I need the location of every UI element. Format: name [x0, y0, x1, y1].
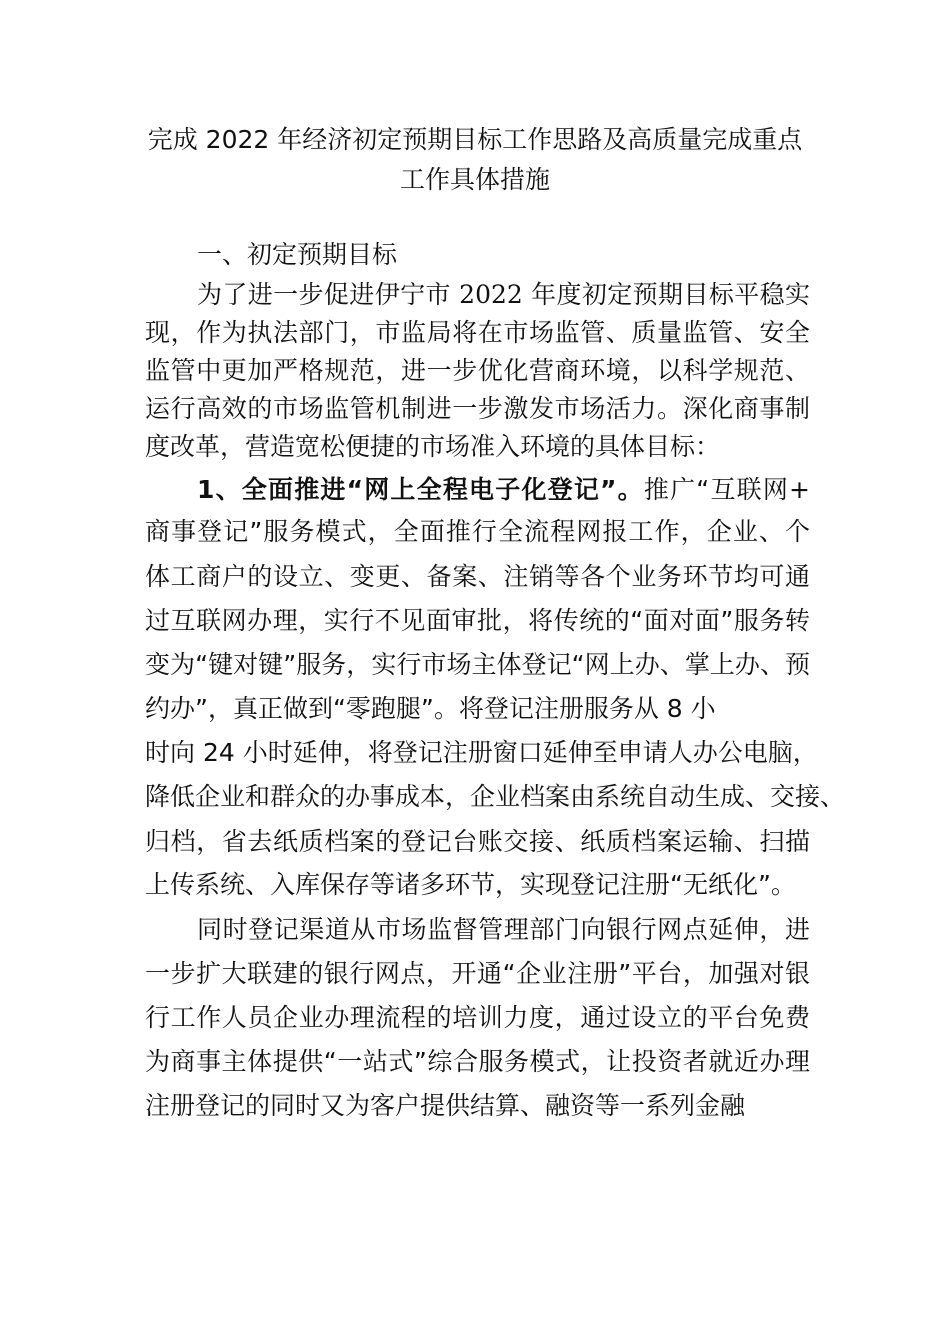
paragraph-line: 体工商户的设立、变更、备案、注销等各个业务环节均可通 — [145, 562, 810, 591]
document-title-line-2: 工作具体措施 — [399, 165, 550, 194]
paragraph-line: 过互联网办理，实行不见面审批，将传统的“面对面”服务转 — [145, 606, 810, 635]
item-1-text: 推广“互联网+ — [643, 475, 810, 504]
item-1-first-line — [197, 474, 810, 506]
item-1-heading: 1、全面推进“网上全程电子化登记”。 — [197, 475, 644, 504]
paragraph-line: 现，作为执法部门，市监局将在市场监管、质量监管、安全 — [145, 318, 810, 347]
paragraph-line: 行工作人员企业办理流程的培训力度，通过设立的平台免费 — [145, 1003, 810, 1032]
paragraph-line: 一步扩大联建的银行网点，开通“企业注册”平台，加强对银 — [145, 959, 810, 988]
paragraph-line: 约办”，真正做到“零跑腿”。将登记注册服务从 8 小 — [145, 694, 716, 723]
paragraph-line: 监管中更加严格规范，进一步优化营商环境，以科学规范、 — [145, 356, 810, 385]
paragraph-line: 度改革，营造宽松便捷的市场准入环境的具体目标： — [145, 432, 721, 461]
paragraph-line: 时向 24 小时延伸，将登记注册窗口延伸至申请人办公电脑， — [145, 738, 818, 767]
paragraph-line: 注册登记的同时又为客户提供结算、融资等一系列金融 — [145, 1091, 746, 1120]
section-heading: 一、初定预期目标 — [197, 240, 398, 269]
paragraph-line: 同时登记渠道从市场监督管理部门向银行网点延伸，进 — [197, 915, 810, 944]
paragraph-line: 为商事主体提供“一站式”综合服务模式，让投资者就近办理 — [145, 1047, 810, 1076]
document-title-line-1: 完成 2022 年经济初定预期目标工作思路及高质量完成重点 — [147, 125, 803, 154]
paragraph-line: 归档，省去纸质档案的登记台账交接、纸质档案运输、扫描 — [145, 827, 810, 856]
paragraph-line: 为了进一步促进伊宁市 2022 年度初定预期目标平稳实 — [197, 280, 810, 309]
paragraph-line: 上传系统、入库保存等诸多环节，实现登记注册“无纸化”。 — [145, 870, 796, 899]
paragraph-line: 变为“键对键”服务，实行市场主体登记“网上办、掌上办、预 — [145, 650, 810, 679]
paragraph-line: 商事登记”服务模式，全面推行全流程网报工作，企业、个 — [145, 517, 810, 546]
paragraph-line: 降低企业和群众的办事成本，企业档案由系统自动生成、交接、 — [145, 782, 846, 811]
paragraph-line: 运行高效的市场监管机制进一步激发市场活力。深化商事制 — [145, 394, 810, 423]
